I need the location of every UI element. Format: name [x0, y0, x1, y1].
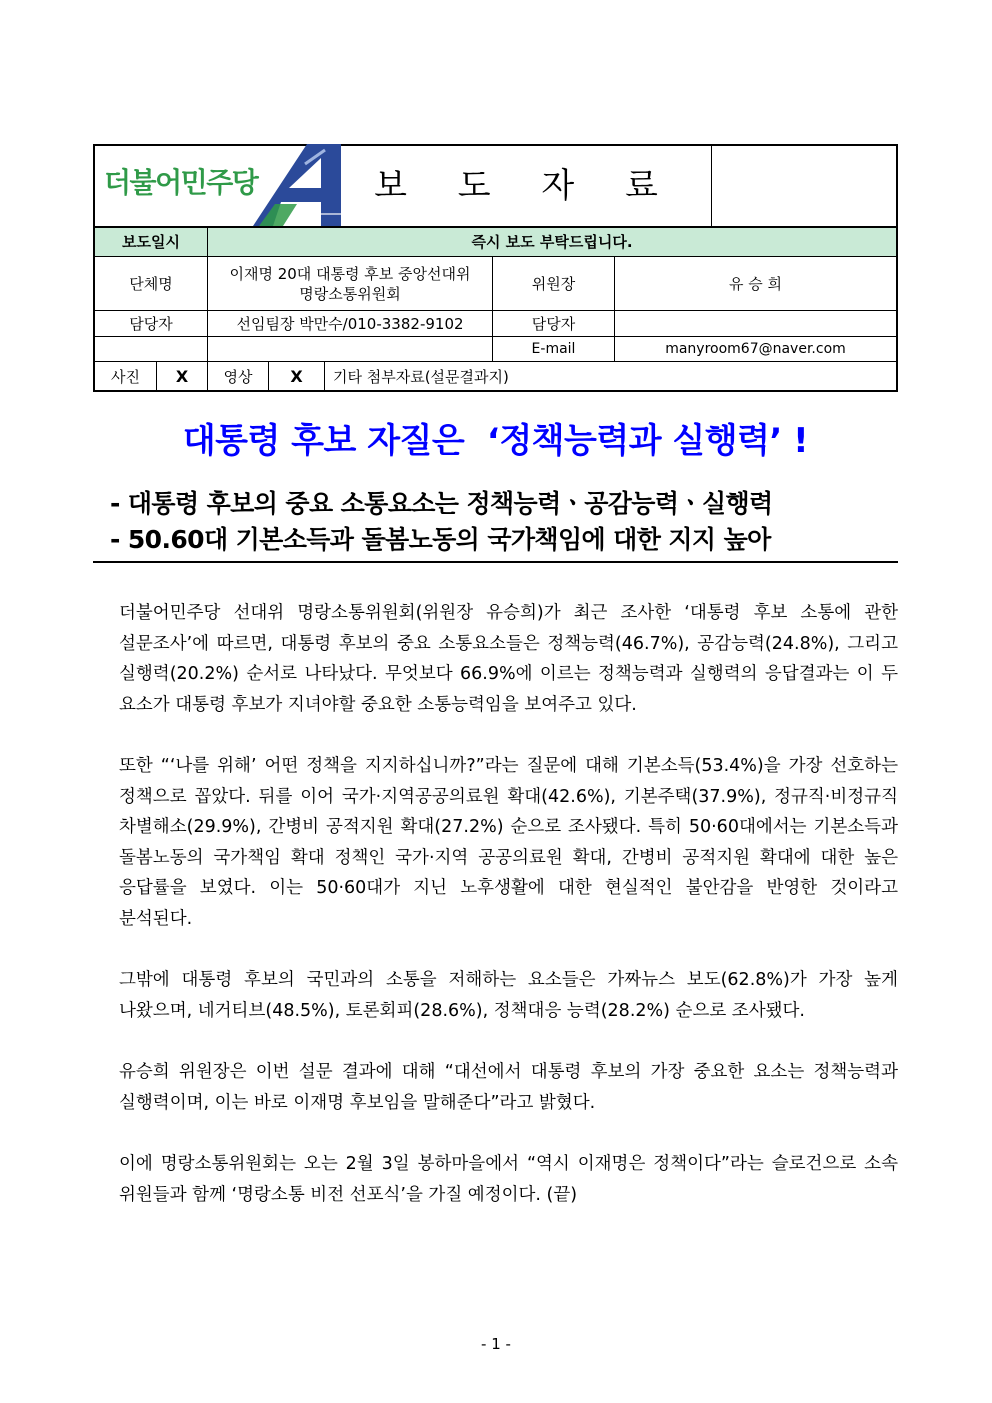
email-row — [95, 337, 896, 362]
email-label: E-mail — [493, 337, 615, 361]
body-paragraph-1: 더불어민주당 선대위 명랑소통위원회(위원장 유승희)가 최근 조사한 ‘대통령 후보 소통에 관한 설문조사’에 따르면, 대통령 후보의 중요 소통요소들은 정책능력(46.7%), 공감능력(24.8%), 그리고 실행력(20.2%) 순서로 나타났다. 무엇보다 66.9%에 이르는 정책능력과 실행력의 응답결과는 이 두 요소가 대통령 후보가 지녀야할 중요한 소통능력임을 보여주고 있다. — [119, 603, 898, 715]
release-value: 즉시 보도 부탁드립니다. — [471, 233, 633, 251]
email-value: manyroom67@naver.com — [665, 341, 846, 357]
organization-row — [95, 257, 896, 311]
party-emblem-icon — [245, 144, 341, 226]
email-blank-value — [208, 337, 493, 361]
headline-title: 대통령 후보 자질은 ‘정책능력과 실행력’ ! — [182, 421, 809, 461]
contact-label-2: 담당자 — [493, 311, 615, 336]
video-check: X — [269, 362, 325, 392]
party-logo — [95, 146, 341, 226]
page-number: - 1 - — [481, 1335, 511, 1353]
attachment-row — [95, 362, 896, 392]
document-type-title: 보 도 자 료 — [374, 166, 678, 206]
body-paragraph-5: 이에 명랑소통위원회는 오는 2월 3일 봉하마을에서 “역시 이재명은 정책이다”라는 슬로건으로 소속 위원들과 함께 ‘명랑소통 비전 선포식’을 가질 예정이다. (끝) — [119, 1154, 898, 1205]
body-paragraph-4: 유승희 위원장은 이번 설문 결과에 대해 “대선에서 대통령 후보의 가장 중요한 요소는 정책능력과 실행력이며, 이는 바로 이재명 후보임을 말해준다”라고 밝혔다. — [119, 1062, 898, 1113]
article-body — [119, 598, 898, 1210]
contact-label: 담당자 — [95, 311, 208, 336]
other-attachment-label: 기타 첨부자료(설문결과지) — [333, 368, 509, 386]
email-blank-label — [95, 337, 208, 361]
video-label: 영상 — [208, 362, 269, 392]
contact-value: 선임팀장 박만수/010-3382-9102 — [208, 311, 493, 336]
blank-cell — [711, 146, 896, 226]
header-title-row — [95, 146, 896, 228]
organization-value-line1: 이재명 20대 대통령 후보 중앙선대위 — [229, 264, 471, 283]
organization-label: 단체명 — [95, 257, 208, 310]
organization-value — [208, 257, 493, 310]
body-paragraph-2: 또한 “‘나를 위해’ 어떤 정책을 지지하십니까?”라는 질문에 대해 기본소득(53.4%)을 가장 선호하는 정책으로 꼽았다. 뒤를 이어 국가·지역공공의료원 확대(42.6%), 기본주택(37.9%), 정규직·비정규직 차별해소(29.9%), 간병비 공적지원 확대(27.2%) 순으로 조사됐다. 특히 50·60대에서는 기본소득과 돌봄노동의 국가책임 확대 정책인 국가·지역 공공의료원 확대, 간병비 공적지원 확대에 대한 높은 응답률을 보였다. 이는 50·60대가 지닌 노후생활에 대한 현실적인 불안감을 반영한 것이라고 분석된다. — [119, 756, 898, 929]
photo-label: 사진 — [95, 362, 157, 392]
release-label: 보도일시 — [95, 228, 208, 256]
headline-subtitle-2: - 50.60대 기본소득과 돌봄노동의 국가책임에 대한 지지 높아 — [110, 525, 771, 554]
contact-row — [95, 311, 896, 337]
headline-divider — [93, 561, 898, 563]
photo-check: X — [157, 362, 208, 392]
headline-subtitle-1: - 대통령 후보의 중요 소통요소는 정책능력ㆍ공감능력ㆍ실행력 — [110, 489, 773, 518]
press-release-header-table — [93, 144, 898, 392]
release-time-row — [95, 228, 896, 257]
body-paragraph-3: 그밖에 대통령 후보의 국민과의 소통을 저해하는 요소들은 가짜뉴스 보도(62.8%)가 가장 높게 나왔으며, 네거티브(48.5%), 토론회피(28.6%), 정책대응 능력(28.2%) 순으로 조사됐다. — [119, 970, 898, 1021]
organization-value-line2: 명랑소통위원회 — [299, 284, 401, 303]
chair-value: 유 승 희 — [728, 274, 782, 293]
contact-value-2 — [615, 311, 896, 336]
chair-label: 위원장 — [493, 257, 615, 310]
party-logo-text: 더불어민주당 — [104, 166, 258, 199]
